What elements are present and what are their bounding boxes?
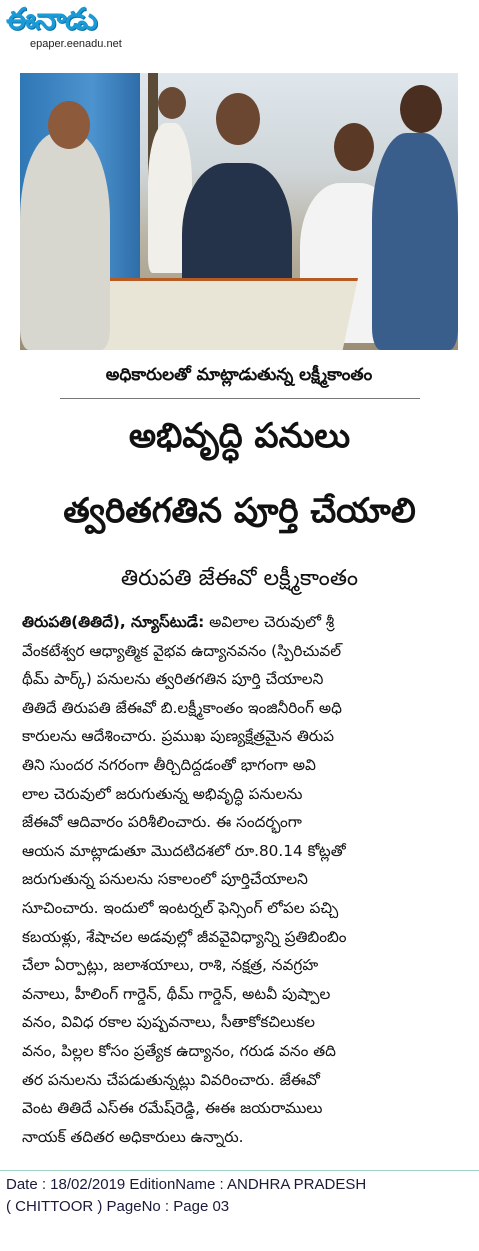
footer-district-page: ( CHITTOOR ) PageNo : Page 03 xyxy=(6,1198,230,1215)
article-body-line: సూచించారు. ఇందులో ఇంటర్నల్ ఫెన్సింగ్ లోపల పచ్చి xyxy=(22,898,339,917)
article-body xyxy=(22,608,454,1151)
article-body-line: జేఈవో ఆదివారం పరిశీలించారు. ఈ సందర్భంగా xyxy=(22,813,302,832)
caption-divider xyxy=(60,398,420,399)
photo-person-back-head xyxy=(158,87,186,119)
article-body-line: వేంకటేశ్వర ఆధ్యాత్మిక వైభవ ఉద్యానవనం (స్పిరిచువల్ xyxy=(22,641,342,660)
article-body-line: వెంట తితిదే ఎస్ఈ రమేష్‌రెడ్డి, ఈఈ జయరాములు xyxy=(22,1099,323,1118)
article-body-line: తితిదే తిరుపతి జేఈవో బి.లక్ష్మీకాంతం ఇంజినీరింగ్ అధి xyxy=(22,698,342,717)
article-body-line: చేలా ఏర్పాట్లు, జలాశయాలు, రాశి, నక్షత్ర, నవగ్రహ xyxy=(22,956,319,975)
article-body-line: కారులను ఆదేశించారు. ప్రముఖ పుణ్యక్షేత్రమైన తిరుప xyxy=(22,727,335,746)
photo-person-far-right xyxy=(372,133,458,350)
article-body-line: వనాలు, హీలింగ్ గార్డెన్, థీమ్ గార్డెన్, అటవీ పుష్పాల xyxy=(22,984,331,1003)
article-body-line: తర పనులను చేపడుతున్నట్లు వివరించారు. జేఈవో xyxy=(22,1070,320,1089)
eenadu-logo: ఈనాడు xyxy=(6,2,97,37)
article-body-line: తిని సుందర నగరంగా తీర్చిదిద్దడంతో భాగంగా అవి xyxy=(22,755,316,774)
article-body-text: అవిలాల చెరువులో శ్రీ xyxy=(204,613,335,631)
article-body-line: వనం, వివిధ రకాల పుష్పవనాలు, సీతాకోకచిలుకల xyxy=(22,1013,316,1032)
edition-footer xyxy=(6,1174,476,1218)
article-body-line: థీమ్ పార్క్) పనులను త్వరితగతిన పూర్తి చేయాలని xyxy=(22,670,324,689)
article-body-line: వనం, పిల్లల కోసం ప్రత్యేక ఉద్యానం, గరుడ వనం తది xyxy=(22,1041,336,1060)
photo-person-left xyxy=(20,133,110,350)
article-body-line: కబయళ్లు, శేషాచల అడవుల్లో జీవవైవిధ్యాన్ని ప్రతిబింబిం xyxy=(22,927,347,946)
headline-line-2: త్వరితగతిన పూర్తి చేయాలి xyxy=(63,491,416,531)
footer-divider xyxy=(0,1170,479,1171)
photo-caption: అధికారులతో మాట్లాడుతున్న లక్ష్మీకాంతం xyxy=(105,365,373,385)
article-body-line: లాల చెరువులో జరుగుతున్న అభివృద్ధి పనులను xyxy=(22,784,303,803)
photo-person-right-head xyxy=(334,123,374,171)
article-body-line xyxy=(22,608,454,637)
photo-person-center-head xyxy=(216,93,260,145)
news-photo xyxy=(20,73,458,350)
photo-person-far-right-head xyxy=(400,85,442,133)
masthead xyxy=(0,0,479,60)
article-body-line: నాయక్ తదితర అధికారులు ఉన్నారు. xyxy=(22,1127,244,1146)
headline-line-1: అభివృద్ధి పనులు xyxy=(128,416,351,456)
epaper-url: epaper.eenadu.net xyxy=(30,38,122,50)
photo-person-left-head xyxy=(48,101,90,149)
subheadline: తిరుపతి జేఈవో లక్ష్మీకాంతం xyxy=(120,566,359,591)
article-dateline: తిరుపతి(తితిదే), న్యూస్‌టుడే: xyxy=(22,613,205,631)
footer-date-edition: Date : 18/02/2019 EditionName : ANDHRA PRADESH xyxy=(6,1176,367,1193)
article-body-line: ఆయన మాట్లాడుతూ మొదటిదశలో రూ.80.14 కోట్లతో xyxy=(22,841,346,860)
article-body-line: జరుగుతున్న పనులను సకాలంలో పూర్తిచేయాలని xyxy=(22,870,308,889)
